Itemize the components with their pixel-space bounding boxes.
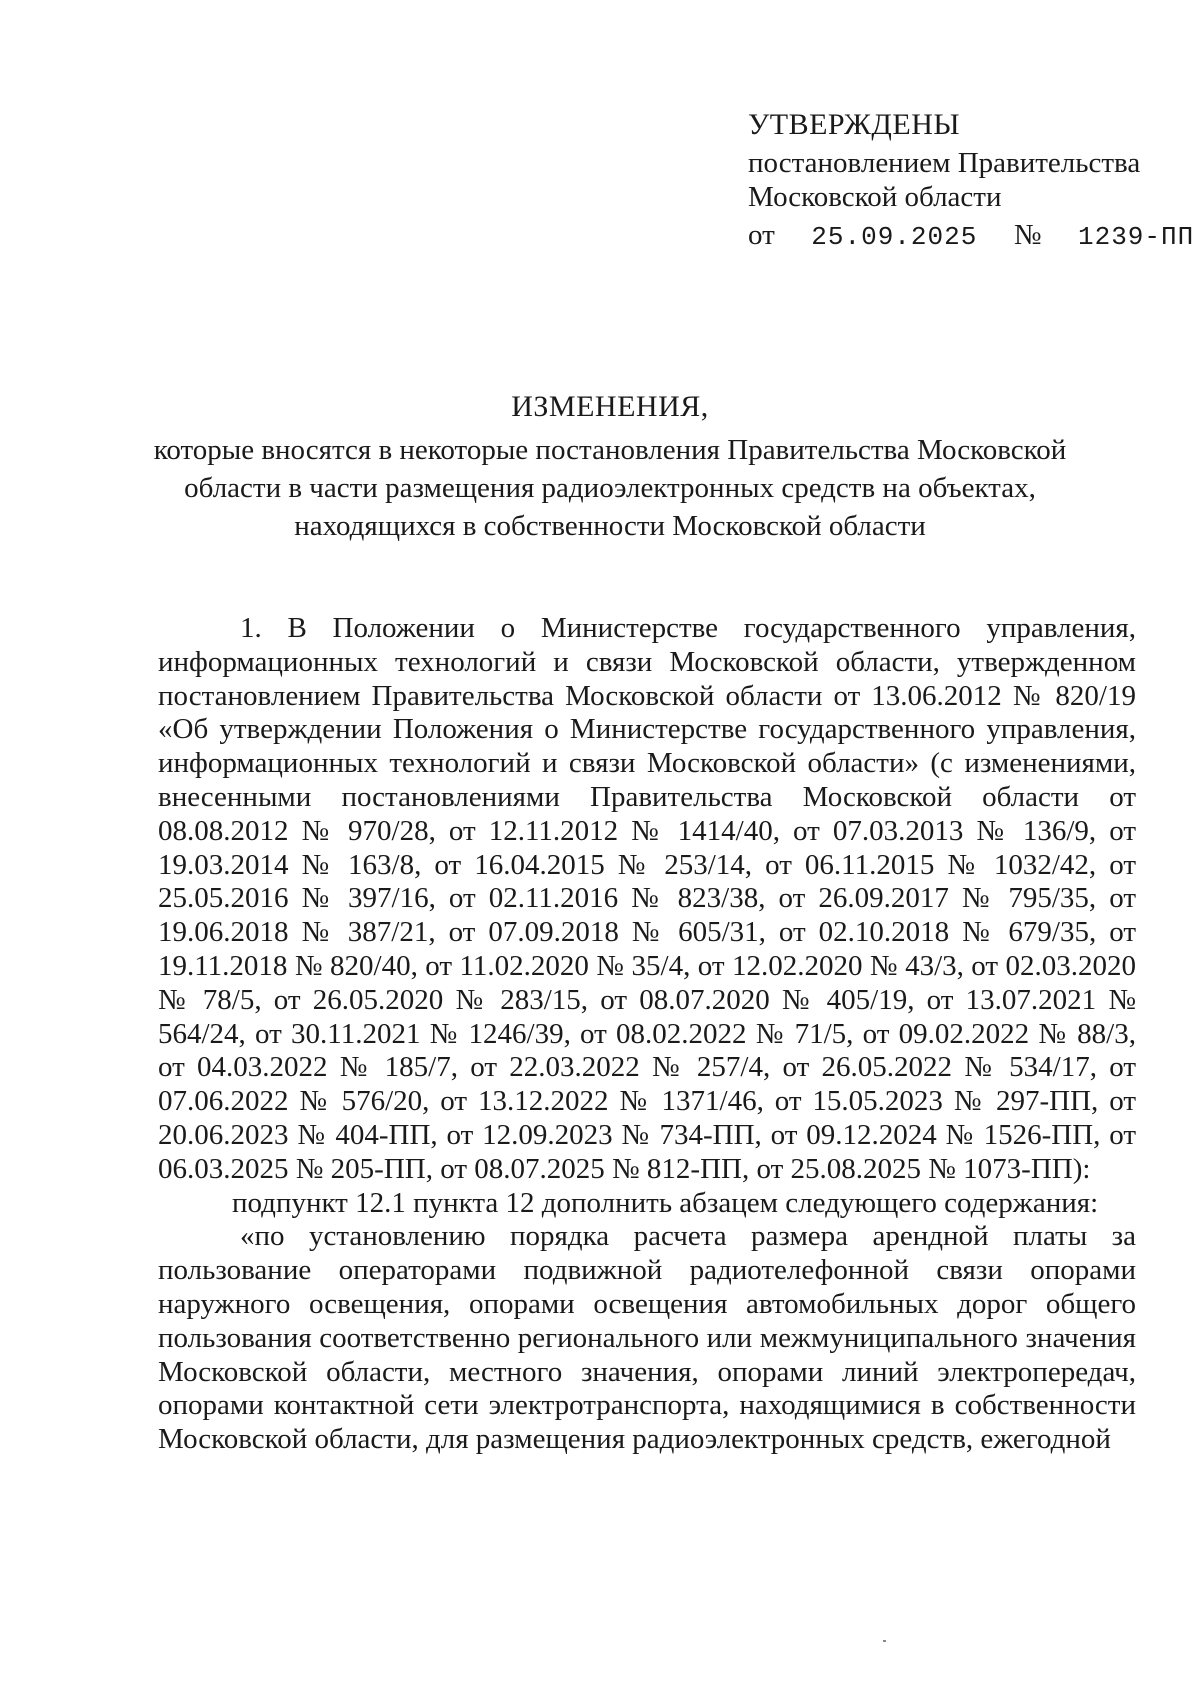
approval-line-2: Московской области: [748, 181, 1002, 213]
approval-number: 1239-ПП: [1078, 222, 1195, 252]
approval-date-prefix: от: [748, 219, 775, 251]
body-paragraph-1: 1. В Положении о Министерстве государственного управления, информационных технологий и связи Московской области, утвержденном постановлением Правительства Московской области от 13.06.2012 № 820/19 «Об утверждении Положения о Министерстве государственного управления, информационных технологий и связи Московской области» (с изменениями, внесенными постановлениями Правительства Московской области от 08.08.2012 № 970/28, от 12.11.2012 № 1414/40, от 07.03.2013 № 136/9, от 19.03.2014 № 163/8, от 16.04.2015 № 253/14, от 06.11.2015 № 1032/42, от 25.05.2016 № 397/16, от 02.11.2016 № 823/38, от 26.09.2017 № 795/35, от 19.06.2018 № 387/21, от 07.09.2018 № 605/31, от 02.10.2018 № 679/35, от 19.11.2018 № 820/40, от 11.02.2020 № 35/4, от 12.02.2020 № 43/3, от 02.03.2020 № 78/5, от 26.05.2020 № 283/15, от 08.07.2020 № 405/19, от 13.07.2021 № 564/24, от 30.11.2021 № 1246/39, от 08.02.2022 № 71/5, от 09.02.2022 № 88/3, от 04.03.2022 № 185/7, от 22.03.2022 № 257/4, от 26.05.2022 № 534/17, от 07.06.2022 № 576/20, от 13.12.2022 № 1371/46, от 15.05.2023 № 297-ПП, от 20.06.2023 № 404-ПП, от 12.09.2023 № 734-ПП, от 09.12.2024 № 1526-ПП, от 06.03.2025 № 205-ПП, от 08.07.2025 № 812-ПП, от 25.08.2025 № 1073-ПП):: [158, 612, 1136, 1185]
approval-title: УТВЕРЖДЕНЫ: [748, 108, 961, 141]
document-body: [158, 612, 1136, 1457]
body-paragraph-3: «по установлению порядка расчета размера арендной платы за пользование операторами подвижной радиотелефонной связи опорами наружного освещения, опорами освещения автомобильных дорог общего пользования соответственно регионального или межмуниципального значения Московской области, местного значения, опорами линий электропередач, опорами контактной сети электротранспорта, находящимися в собственности Московской области, для размещения радиоэлектронных средств, ежегодной: [158, 1220, 1136, 1456]
approval-date-line: [748, 218, 1195, 254]
document-heading: [150, 387, 1070, 545]
body-paragraph-2: подпункт 12.1 пункта 12 дополнить абзацем следующего содержания:: [232, 1186, 1099, 1219]
approval-block: [748, 108, 1195, 254]
approval-number-sign: №: [1013, 219, 1042, 251]
document-title: ИЗМЕНЕНИЯ,: [511, 390, 709, 423]
scan-speck: [883, 1640, 886, 1642]
approval-date: 25.09.2025: [811, 222, 978, 252]
document-subtitle: которые вносятся в некоторые постановления Правительства Московской области в части размещения радиоэлектронных средств на объектах, находящихся в собственности Московской области: [153, 434, 1067, 542]
approval-line-1: постановлением Правительства: [748, 147, 1141, 179]
